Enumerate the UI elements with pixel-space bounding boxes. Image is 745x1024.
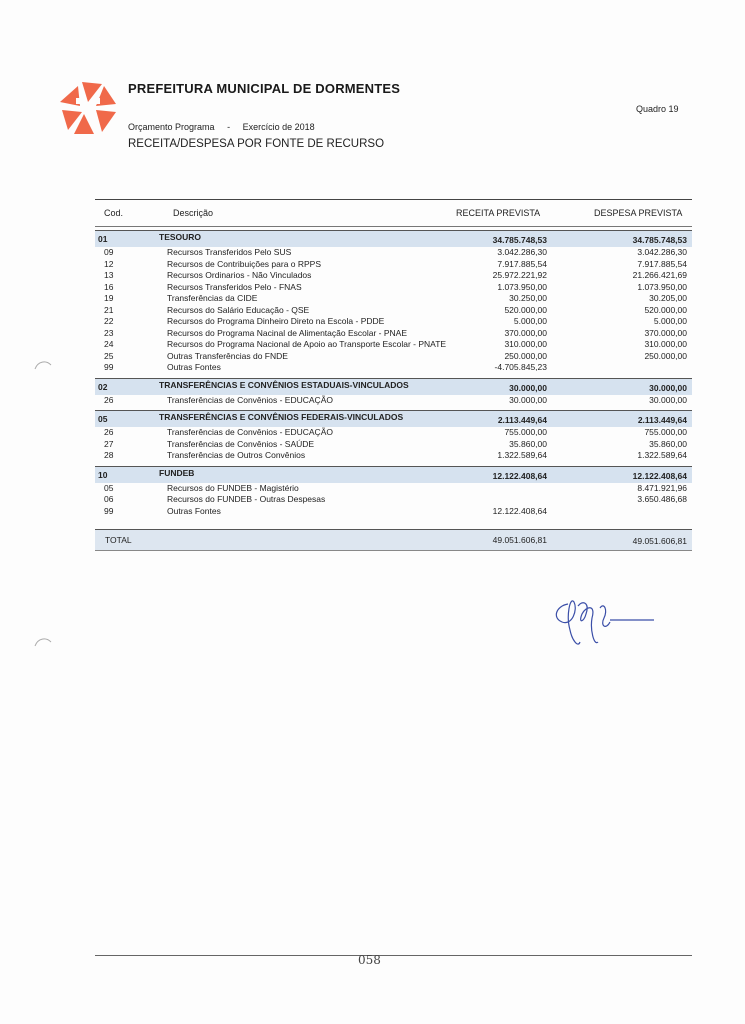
group-name: FUNDEB (159, 467, 195, 478)
row-despesa: 7.917.885,54 (637, 258, 687, 269)
group-receita: 12.122.408,64 (492, 470, 547, 481)
total-receita: 49.051.606,81 (492, 535, 547, 545)
row-despesa: 5.000,00 (653, 316, 687, 326)
row-despesa: 30.205,00 (649, 293, 687, 303)
group-header-row (95, 466, 692, 483)
total-despesa: 49.051.606,81 (632, 536, 687, 546)
group-code: 10 (98, 469, 108, 480)
row-description: Recursos de Contribuições para o RPPS (167, 258, 322, 269)
row-despesa: 8.471.921,96 (637, 482, 687, 493)
page-title: PREFEITURA MUNICIPAL DE DORMENTES (128, 81, 401, 96)
group-code: 01 (98, 234, 108, 244)
row-description: Recursos do Programa Nacinal de Alimentação Escolar - PNAE (167, 327, 407, 338)
row-receita: 520.000,00 (504, 304, 547, 315)
page-number: 058 (358, 953, 381, 967)
row-code: 24 (104, 339, 114, 349)
row-description: Transferências de Convênios - EDUCAÇÃO (167, 394, 333, 405)
row-code: 99 (104, 362, 114, 372)
quadro-label: Quadro 19 (636, 104, 679, 114)
table-row (95, 316, 692, 328)
row-code: 12 (104, 258, 114, 269)
row-description: Recursos Transferidos Pelo - FNAS (167, 281, 302, 292)
row-code: 06 (104, 494, 114, 504)
budget-line (128, 122, 325, 132)
table-row (95, 259, 692, 271)
row-description: Outras Fontes (167, 362, 221, 372)
group-name: TESOURO (159, 232, 202, 242)
prefeitura-logo (58, 80, 118, 136)
row-receita: 755.000,00 (504, 427, 547, 437)
group-header-row (95, 230, 692, 247)
row-code: 23 (104, 327, 114, 338)
table-row (95, 483, 692, 495)
row-despesa: 755.000,00 (644, 427, 687, 437)
row-code: 05 (104, 482, 114, 493)
table-row (95, 351, 692, 363)
table-row (95, 395, 692, 407)
row-description: Outras Transferências do FNDE (167, 350, 288, 361)
row-receita: 3.042.286,30 (497, 247, 547, 257)
row-code: 28 (104, 450, 114, 460)
footer-divider (95, 955, 692, 956)
row-code: 26 (104, 394, 114, 405)
row-receita: 250.000,00 (504, 350, 547, 361)
row-receita: 370.000,00 (504, 327, 547, 338)
row-description: Outras Fontes (167, 505, 221, 516)
exercicio-label: Exercício de 2018 (242, 122, 315, 132)
row-code: 21 (104, 304, 114, 315)
group-header-row (95, 410, 692, 427)
table-row (95, 339, 692, 351)
col-header-cod: Cod. (104, 208, 124, 218)
row-receita: 30.000,00 (509, 394, 547, 405)
row-despesa: 310.000,00 (644, 339, 687, 349)
row-despesa: 35.860,00 (649, 438, 687, 449)
table-row (95, 270, 692, 282)
row-code: 26 (104, 427, 114, 437)
row-description: Transferências de Convênios - SAÚDE (167, 438, 315, 449)
group-code: 02 (98, 381, 108, 392)
table-row (95, 305, 692, 317)
total-row (95, 529, 692, 551)
row-code: 27 (104, 438, 114, 449)
row-receita: 7.917.885,54 (497, 258, 547, 269)
row-description: Transferências de Outros Convênios (167, 450, 306, 460)
group-despesa: 34.785.748,53 (632, 235, 687, 245)
group-name: TRANSFERÊNCIAS E CONVÊNIOS FEDERAIS-VINCULADOS (159, 412, 404, 422)
group-receita: 2.113.449,64 (497, 415, 547, 425)
resource-table (95, 230, 692, 551)
group-header-row (95, 378, 692, 395)
row-description: Transferências de Convênios - EDUCAÇÃO (167, 427, 333, 437)
row-code: 16 (104, 281, 114, 292)
row-despesa: 520.000,00 (644, 304, 687, 315)
row-description: Recursos do FUNDEB - Magistério (167, 482, 299, 493)
row-description: Recursos do Programa Dinheiro Direto na Escola - PDDE (167, 316, 385, 326)
orcamento-label: Orçamento Programa (128, 122, 215, 132)
table-row (95, 293, 692, 305)
top-divider (95, 199, 692, 200)
row-receita: 5.000,00 (513, 316, 547, 326)
table-row (95, 506, 692, 518)
separator: - (227, 122, 231, 132)
group-receita: 34.785.748,53 (492, 235, 547, 245)
punch-hole-mark (34, 637, 52, 647)
row-receita: 30.250,00 (509, 293, 547, 303)
row-despesa: 21.266.421,69 (632, 270, 687, 280)
group-despesa: 2.113.449,64 (637, 415, 687, 425)
row-description: Recursos do FUNDEB - Outras Despesas (167, 494, 326, 504)
group-name: TRANSFERÊNCIAS E CONVÊNIOS ESTADUAIS-VINCULADOS (159, 379, 409, 390)
table-row (95, 427, 692, 439)
punch-hole-mark (34, 360, 52, 370)
col-header-descricao: Descrição (173, 208, 214, 218)
group-receita: 30.000,00 (509, 382, 547, 393)
header-divider (95, 226, 692, 227)
row-despesa: 370.000,00 (644, 327, 687, 338)
row-description: Recursos do Salário Educação - QSE (167, 304, 310, 315)
row-receita: -4.705.845,23 (494, 362, 547, 372)
row-despesa: 1.322.589,64 (637, 450, 687, 460)
handwritten-signature (548, 596, 658, 656)
table-row (95, 450, 692, 462)
table-row (95, 362, 692, 374)
table-row (95, 439, 692, 451)
row-code: 09 (104, 247, 114, 257)
row-description: Recursos Ordinarios - Não Vinculados (167, 270, 312, 280)
row-code: 22 (104, 316, 114, 326)
row-receita: 12.122.408,64 (492, 505, 547, 516)
row-code: 25 (104, 350, 114, 361)
row-receita: 25.972.221,92 (492, 270, 547, 280)
row-despesa: 3.042.286,30 (637, 247, 687, 257)
row-despesa: 250.000,00 (644, 350, 687, 361)
table-row (95, 328, 692, 340)
row-receita: 1.073.950,00 (497, 281, 547, 292)
group-code: 05 (98, 414, 108, 424)
group-despesa: 12.122.408,64 (632, 470, 687, 481)
table-row (95, 282, 692, 294)
col-header-despesa: DESPESA PREVISTA (594, 208, 683, 218)
col-header-receita: RECEITA PREVISTA (456, 208, 541, 218)
row-despesa: 30.000,00 (649, 394, 687, 405)
total-label: TOTAL (105, 535, 132, 545)
row-receita: 35.860,00 (509, 438, 547, 449)
row-receita: 1.322.589,64 (497, 450, 547, 460)
row-description: Transferências da CIDE (167, 293, 258, 303)
row-despesa: 1.073.950,00 (637, 281, 687, 292)
row-code: 13 (104, 270, 114, 280)
table-row (95, 494, 692, 506)
row-despesa: 3.650.486,68 (637, 494, 687, 504)
group-despesa: 30.000,00 (649, 382, 687, 393)
table-row (95, 247, 692, 259)
report-subtitle: RECEITA/DESPESA POR FONTE DE RECURSO (128, 138, 385, 150)
row-description: Recursos Transferidos Pelo SUS (167, 247, 292, 257)
row-code: 99 (104, 505, 114, 516)
row-code: 19 (104, 293, 114, 303)
row-receita: 310.000,00 (504, 339, 547, 349)
row-description: Recursos do Programa Nacional de Apoio ao Transporte Escolar - PNATE (167, 339, 447, 349)
